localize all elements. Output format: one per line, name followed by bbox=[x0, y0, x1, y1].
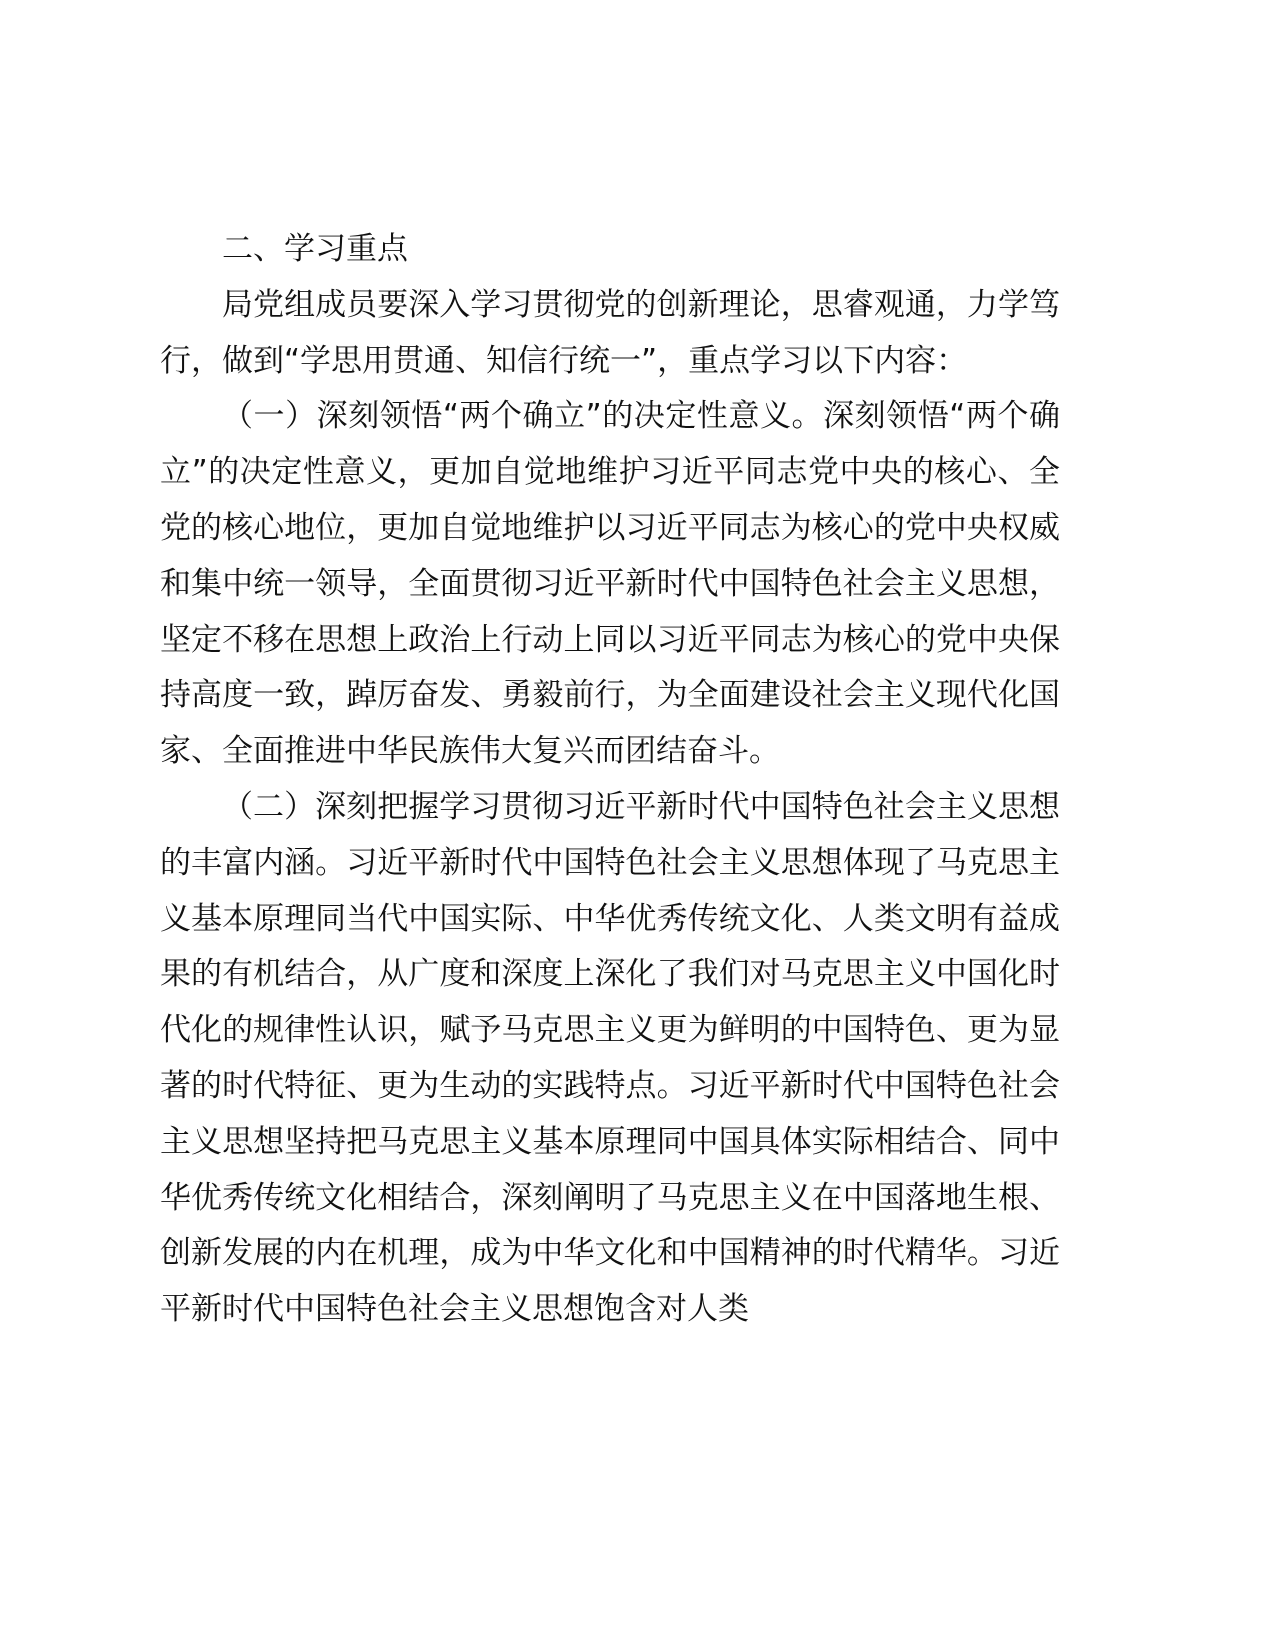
paragraph-item-1: （一）深刻领悟“两个确立”的决定性意义。深刻领悟“两个确立”的决定性意义，更加自觉地维护习近平同志党中央的核心、全党的核心地位，更加自觉地维护以习近平同志为核心的党中央权威和集中统一领导，全面贯彻习近平新时代中国特色社会主义思想，坚定不移在思想上政治上行动上同以习近平同志为核心的党中央保持高度一致，踔厉奋发、勇毅前行，为全面建设社会主义现代化国家、全面推进中华民族伟大复兴而团结奋斗。 bbox=[160, 398, 1060, 770]
document-body bbox=[160, 222, 1060, 1338]
paragraph-item-2: （二）深刻把握学习贯彻习近平新时代中国特色社会主义思想的丰富内涵。习近平新时代中国特色社会主义思想体现了马克思主义基本原理同当代中国实际、中华优秀传统文化、人类文明有益成果的有机结合，从广度和深度上深化了我们对马克思主义中国化时代化的规律性认识，赋予马克思主义更为鲜明的中国特色、更为显著的时代特征、更为生动的实践特点。习近平新时代中国特色社会主义思想坚持把马克思主义基本原理同中国具体实际相结合、同中华优秀传统文化相结合，深刻阐明了马克思主义在中国落地生根、创新发展的内在机理，成为中华文化和中国精神的时代精华。习近平新时代中国特色社会主义思想饱含对人类 bbox=[160, 788, 1060, 1328]
section-heading: 二、学习重点 bbox=[222, 231, 408, 267]
paragraph-intro: 局党组成员要深入学习贯彻党的创新理论，思睿观通，力学笃行，做到“学思用贯通、知信行统一”，重点学习以下内容： bbox=[160, 286, 1060, 379]
